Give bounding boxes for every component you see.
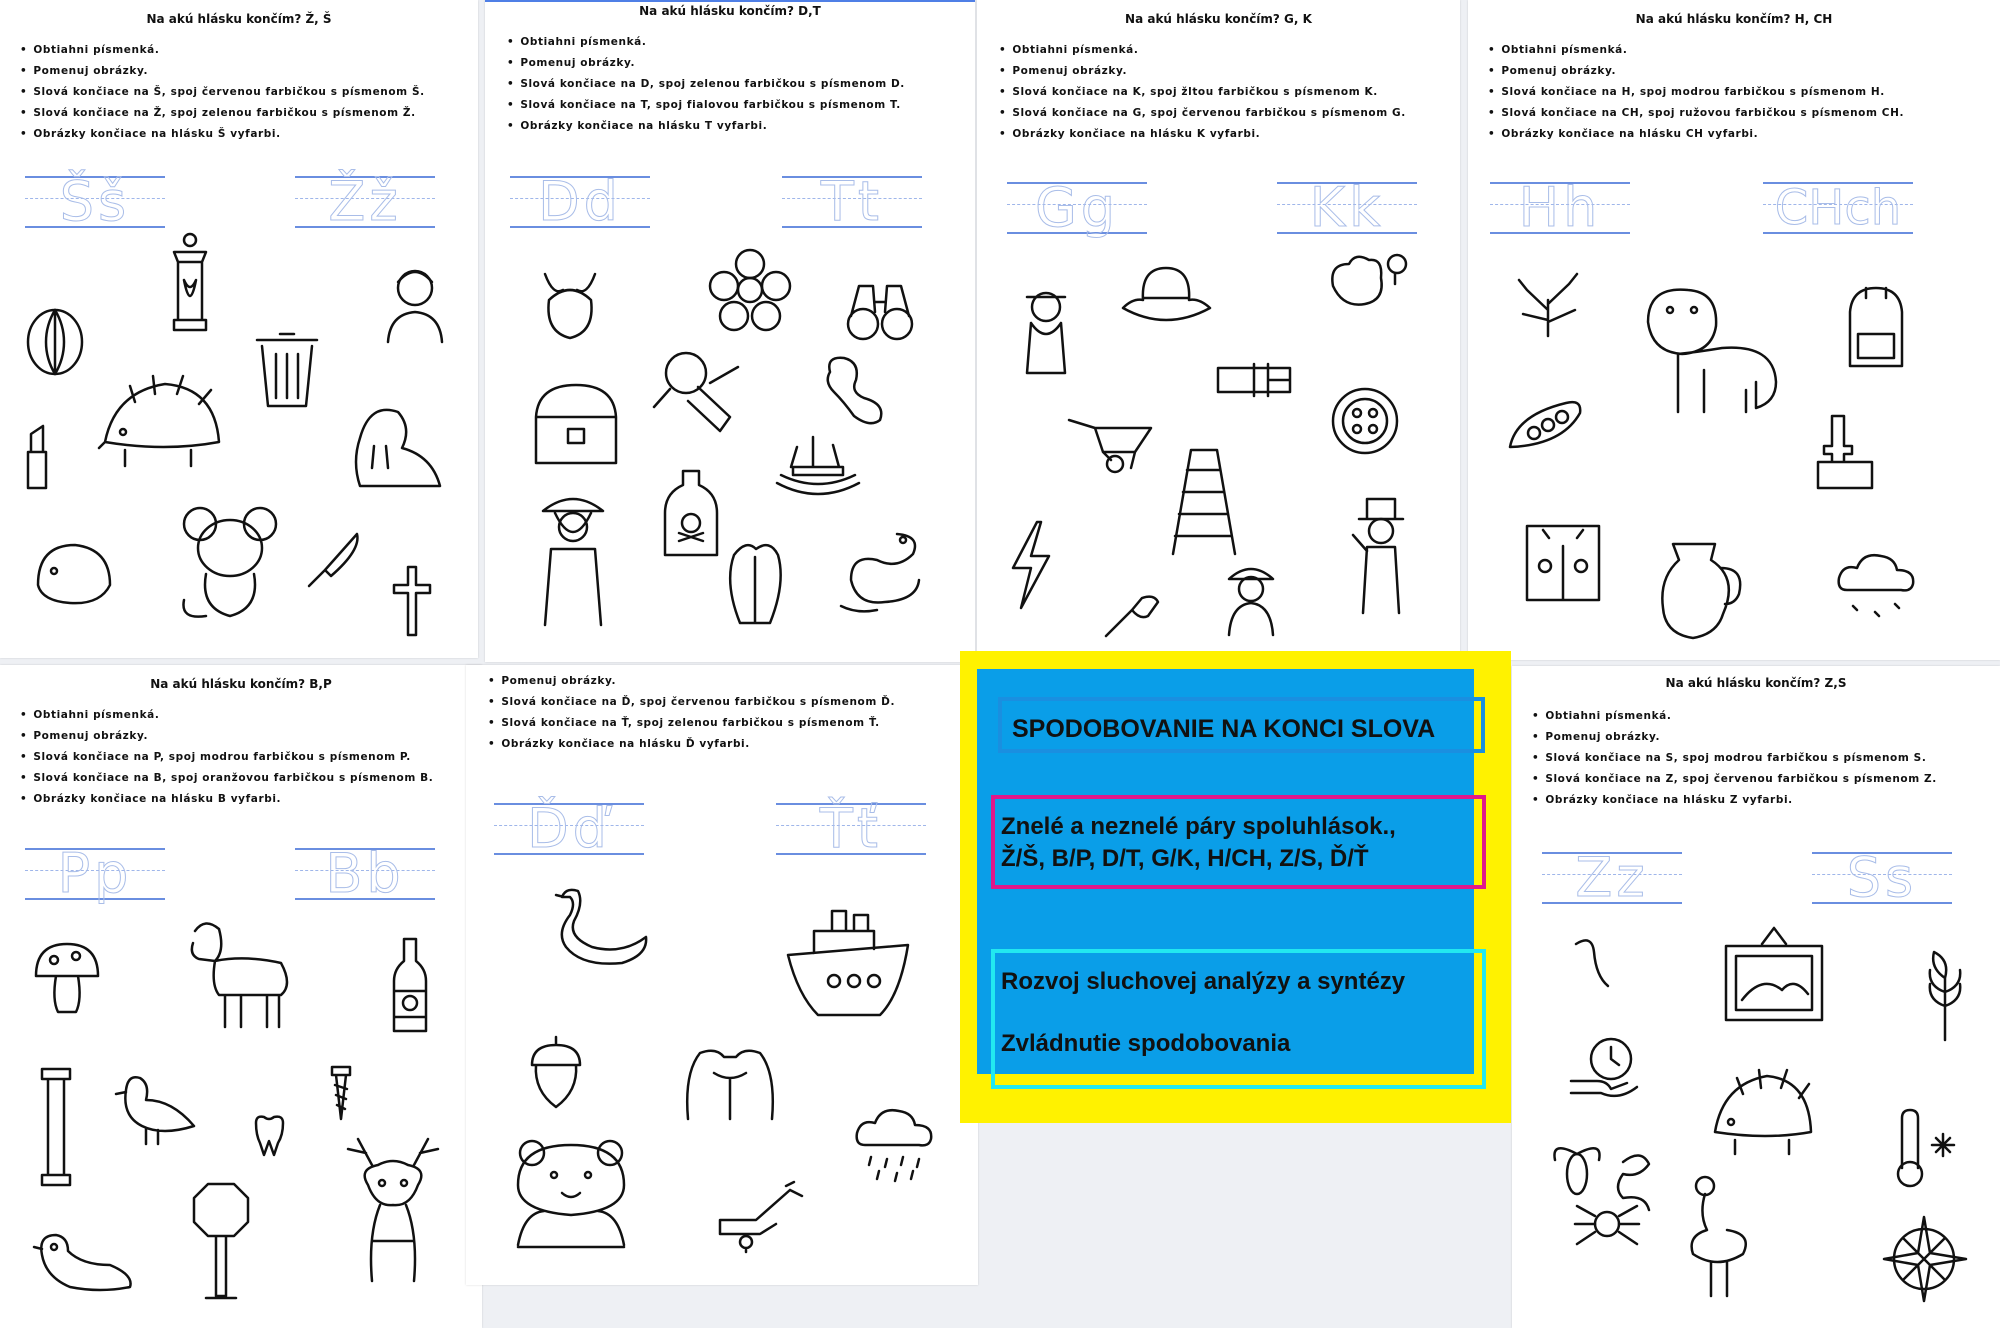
worksheet-title: Na akú hlásku končím? H, CH	[1635, 12, 1833, 26]
instruction-item: • Slová končiace na Ď, spoj červenou farbičkou s písmenom Ď.	[488, 692, 895, 713]
instruction-item: • Slová končiace na H, spoj modrou farbičkou s písmenom H.	[1488, 82, 1904, 103]
worksheet-b-p	[0, 665, 482, 1328]
belt-icon	[1214, 360, 1294, 402]
instruction-item: • Obrázky končiace na hlásku Š vyfarbi.	[20, 124, 425, 145]
instruction-item: • Slová končiace na B, spoj oranžovou farbičkou s písmenom B.	[20, 768, 433, 789]
instruction-item: • Slová končiace na Ž, spoj zelenou farbičkou s písmenom Ž.	[20, 103, 425, 124]
astronaut-icon	[650, 347, 745, 437]
mushroom-icon	[32, 940, 102, 1015]
elevator-icon	[1523, 522, 1603, 604]
worksheet-d-t	[485, 0, 975, 662]
instruction-item: • Pomenuj obrázky.	[20, 726, 433, 747]
screw-icon	[330, 1063, 352, 1121]
devil-icon	[535, 270, 605, 342]
pea-pod-icon	[1506, 395, 1586, 455]
knife-icon	[305, 530, 365, 590]
compass-icon	[1882, 1211, 1967, 1306]
lettuce-icon	[720, 537, 790, 627]
tooth-icon	[252, 1113, 287, 1158]
cover-heading: SPODOBOVANIE NA KONCI SLOVA	[998, 697, 1485, 753]
firefighter-icon	[1219, 555, 1284, 637]
instruction-item: • Obrázky končiace na hlásku Z vyfarbi.	[1532, 790, 1937, 811]
pirate-icon	[525, 487, 620, 627]
poison-bottle-icon	[661, 467, 721, 559]
instruction-item: • Obrázky končiace na hlásku K vyfarbi.	[999, 124, 1406, 145]
backpack-icon	[1838, 282, 1913, 370]
bear-icon	[504, 1135, 639, 1253]
watermelon-icon	[25, 300, 85, 380]
hippo-icon	[1638, 282, 1783, 420]
stop-sign-icon	[190, 1180, 252, 1302]
moss-icon	[1513, 270, 1583, 340]
consonant-pairs-line: Znelé a neznelé páry spoluhlások.,	[1001, 813, 1396, 840]
instruction-item: • Pomenuj obrázky.	[1488, 61, 1904, 82]
instruction-item: • Slová končiace na S, spoj modrou farbičkou s písmenom S.	[1532, 748, 1937, 769]
brain-icon	[1325, 250, 1410, 320]
boy-icon	[380, 262, 450, 344]
instruction-list	[20, 40, 425, 145]
instruction-item: • Slová končiace na P, spoj modrou farbičkou s písmenom P.	[20, 747, 433, 768]
instruction-item: • Obtiahni písmenká.	[1532, 706, 1937, 727]
instruction-item: • Slová končiace na T, spoj fialovou farbičkou s písmenom T.	[507, 95, 905, 116]
chess-icon	[1808, 412, 1878, 490]
ship-icon	[784, 905, 914, 1025]
dishes-icon	[773, 427, 863, 505]
worksheet-title: Na akú hlásku končím? D,T	[639, 4, 821, 18]
tracing-letters-z: Zz	[1542, 844, 1682, 912]
hedgehog-icon	[95, 372, 225, 472]
tracing-letters-b: Bb	[295, 840, 435, 908]
goat-icon	[185, 915, 295, 1030]
instruction-item: • Slová končiace na Š, spoj červenou farbičkou s písmenom Š.	[20, 82, 425, 103]
tracing-letters-t: Tt	[782, 168, 922, 236]
instruction-item: • Pomenuj obrázky.	[999, 61, 1406, 82]
worksheet-g-k	[977, 0, 1460, 660]
flower-icon	[710, 250, 790, 330]
jug-icon	[1653, 538, 1748, 643]
hedgehog-icon	[1707, 1066, 1817, 1158]
hat-icon	[1119, 262, 1214, 332]
worksheet-title: Na akú hlásku končím? B,P	[150, 677, 332, 691]
button-icon	[1329, 385, 1401, 457]
instruction-item: • Obtiahni písmenká.	[20, 40, 425, 61]
hamster-icon	[30, 535, 115, 610]
instruction-item: • Obtiahni písmenká.	[1488, 40, 1904, 61]
walrus-icon	[340, 398, 445, 493]
instruction-list	[507, 32, 905, 137]
tracing-letters-g: Gg	[1007, 174, 1147, 242]
deer-icon	[338, 1135, 448, 1285]
worksheet-h-ch	[1468, 0, 2000, 660]
instruction-item: • Obrázky končiace na hlásku B vyfarbi.	[20, 789, 433, 810]
tracing-letters-sh: Šš	[25, 168, 165, 236]
instruction-item: • Slová končiace na Ť, spoj zelenou farbičkou s písmenom Ť.	[488, 713, 895, 734]
instruction-list	[999, 40, 1406, 145]
instruction-item: • Slová končiace na D, spoj zelenou farbičkou s písmenom D.	[507, 74, 905, 95]
lipstick-icon	[22, 422, 52, 490]
tracing-letters-zh: Žž	[295, 168, 435, 236]
consonant-pairs-list: Ž/Š, B/P, D/T, G/K, H/CH, Z/S, Ď/Ť	[1001, 845, 1369, 872]
worksheet-zh-sh	[0, 0, 478, 658]
hand-icon	[716, 1180, 806, 1252]
ostrich-icon	[1677, 1174, 1757, 1299]
cover-card	[960, 651, 1511, 1123]
instruction-list	[1488, 40, 1904, 145]
instruction-item: • Pomenuj obrázky.	[1532, 727, 1937, 748]
instruction-list	[488, 671, 895, 755]
instruction-item: • Slová končiace na CH, spoj ružovou farbičkou s písmenom CH.	[1488, 103, 1904, 124]
swan-icon	[552, 885, 652, 967]
lightning-icon	[1007, 520, 1052, 610]
thread-icon	[1572, 936, 1612, 991]
goals-box	[991, 949, 1486, 1089]
trash-can-icon	[252, 330, 322, 410]
wheelbarrow-icon	[1065, 408, 1155, 474]
instruction-item: • Obtiahni písmenká.	[20, 705, 433, 726]
worksheet-title: Na akú hlásku končím? Ž, Š	[146, 12, 332, 26]
tracing-letters-dj: Ďď	[494, 795, 644, 863]
instruction-item: • Pomenuj obrázky.	[488, 671, 895, 692]
tracing-letters-s: Ss	[1812, 844, 1952, 912]
chest-torso-icon	[680, 1043, 780, 1123]
instruction-item: • Pomenuj obrázky.	[20, 61, 425, 82]
thermometer-icon	[1894, 1108, 1954, 1188]
instruction-item: • Slová končiace na K, spoj žltou farbičkou s písmenom K.	[999, 82, 1406, 103]
screwdriver-icon	[1102, 590, 1162, 640]
cross-icon	[392, 565, 432, 637]
tracing-letters-d: Dd	[510, 168, 650, 236]
instruction-item: • Slová končiace na G, spoj červenou farbičkou s písmenom G.	[999, 103, 1406, 124]
lantern-icon	[160, 232, 220, 337]
worksheet-title: Na akú hlásku končím? G, K	[1125, 12, 1312, 26]
worksheet-z-s	[1512, 666, 2000, 1328]
ladder-icon	[1169, 448, 1239, 556]
pigeon-icon	[112, 1070, 197, 1148]
peanut-icon	[820, 352, 890, 427]
instruction-item: • Obtiahni písmenká.	[507, 32, 905, 53]
painting-icon	[1722, 924, 1827, 1024]
acorn-icon	[526, 1035, 586, 1110]
tracing-letters-k: Kk	[1277, 174, 1417, 242]
instruction-item: • Obrázky končiace na hlásku Ď vyfarbi.	[488, 734, 895, 755]
instruction-item: • Obtiahni písmenká.	[999, 40, 1406, 61]
worksheet-dj-tj	[466, 665, 978, 1285]
mouse-icon	[180, 500, 280, 625]
grandpa-icon	[1019, 285, 1074, 377]
column-icon	[40, 1065, 72, 1187]
clock-hand-icon	[1567, 1031, 1642, 1106]
binoculars-icon	[845, 276, 915, 344]
snow-cloud-icon	[1833, 550, 1918, 630]
goal-analysis: Rozvoj sluchovej analýzy a syntézy	[1001, 968, 1406, 995]
snake-icon	[837, 524, 927, 616]
tracing-letters-p: Pp	[25, 840, 165, 908]
eagle-icon	[30, 1225, 135, 1300]
tracing-letters-tj: Ťť	[776, 795, 926, 863]
bottle-icon	[390, 937, 430, 1035]
instruction-list	[1532, 706, 1937, 811]
tracing-letters-h: Hh	[1490, 174, 1630, 242]
worksheet-title: Na akú hlásku končím? Z,S	[1665, 676, 1847, 690]
instruction-item: • Pomenuj obrázky.	[507, 53, 905, 74]
goal-assimilation: Zvládnutie spodobovania	[1001, 1030, 1291, 1057]
wheat-icon	[1920, 948, 1970, 1043]
instruction-item: • Obrázky končiace na hlásku T vyfarbi.	[507, 116, 905, 137]
consonant-pairs-box	[991, 795, 1486, 889]
treasure-chest-icon	[530, 377, 622, 467]
cover-panel	[977, 669, 1474, 1074]
instruction-list	[20, 705, 433, 810]
insects-icon	[1547, 1144, 1657, 1256]
tracing-letters-ch: CHch	[1763, 174, 1913, 242]
cloud-rain-icon	[851, 1105, 936, 1187]
instruction-item: • Obrázky končiace na hlásku CH vyfarbi.	[1488, 124, 1904, 145]
magician-icon	[1349, 495, 1414, 617]
instruction-item: • Slová končiace na Z, spoj červenou farbičkou s písmenom Z.	[1532, 769, 1937, 790]
